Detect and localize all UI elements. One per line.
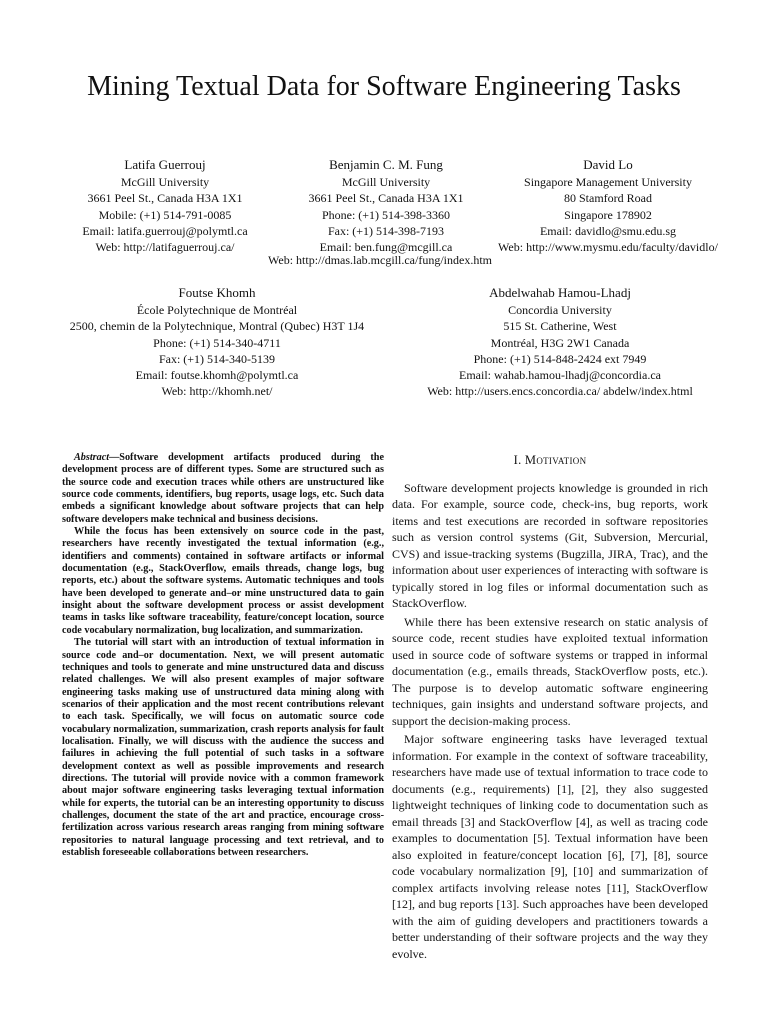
author-affiliation: McGill University <box>341 175 431 190</box>
author-affiliation: Concordia University <box>508 303 612 318</box>
author-block-1 <box>40 157 290 255</box>
body-column <box>392 452 708 964</box>
abstract-paragraph <box>62 452 384 526</box>
author-name: Abdelwahab Hamou-Lhadj <box>489 285 631 300</box>
author-block-4 <box>22 285 412 399</box>
body-paragraph: Software development projects knowledge is grounded in rich data. For example, source code, check-ins, bug reports, work items and test executions are recorded in software repositories such as version control systems (Git, Subversion, Mercurial, CVS) and issue-tracking systems (Bugzilla, JIRA, Trac), and the information about user experiences of interacting with software is typically stored in log files or informal documentation such as StackOverflow. <box>392 480 708 610</box>
author-email: Email: ben.fung@mcgill.ca <box>319 240 453 255</box>
author-email: Email: foutse.khomh@polymtl.ca <box>135 368 299 383</box>
body-paragraph: While there has been extensive research on static analysis of source code, recent studies have exploited textual information used in source code of software systems or trapped in informal documentation (e.g., emails threads, StackOverflow posts, etc.). The purpose is to develop automatic software engineering techniques, gain insights and understand software projects, and support the decision-making process. <box>392 614 708 728</box>
author-affiliation: École Polytechnique de Montréal <box>136 303 298 318</box>
author-affiliation: McGill University <box>120 175 210 190</box>
author-fax: Fax: (+1) 514-398-7193 <box>327 223 445 238</box>
author-address: 80 Stamford Road <box>564 191 652 206</box>
author-web: Web: http://www.mysmu.edu/faculty/davidlo/ <box>498 240 718 255</box>
author-name: Foutse Khomh <box>178 285 256 300</box>
author-address: 2500, chemin de la Polytechnique, Montral (Qubec) H3T 1J4 <box>69 319 365 334</box>
body-paragraph: Major software engineering tasks have leveraged textual information. For example in the context of software traceability, researchers have made use of textual information to trace code to documents (e.g., requirements) [1], [2], they also suggested lightweight techniques of linking code to documentation such as email threads [3] and StackOverflow [4], as well as tracing code examples to documentation [5]. Textual information have been also exploited in feature/concept location [6], [7], [8], source code vocabulary normalization [9], [10] and summarization of complex artifacts involving release notes [11], StackOverflow [12], and bug reports [13]. Such approaches have been developed with the aim of guiding developers and practitioners towards a better understanding of their software projects and the way they evolve. <box>392 732 708 961</box>
author-city: Singapore 178902 <box>564 207 652 222</box>
author-address: 3661 Peel St., Canada H3A 1X1 <box>308 191 464 206</box>
author-name: David Lo <box>583 157 633 172</box>
author-block-3 <box>468 157 748 255</box>
author-address: 515 St. Catherine, West <box>503 319 617 334</box>
author-fax: Fax: (+1) 514-340-5139 <box>158 351 276 366</box>
author-phone: Phone: (+1) 514-340-4711 <box>153 335 281 350</box>
author-phone: Phone: (+1) 514-398-3360 <box>321 207 451 222</box>
abstract-paragraph: While the focus has been extensively on source code in the past, researchers have recently investigated the textual information (e.g., identifiers and comments) contained in software artifacts or informal documentation (e.g., StackOverflow, emails threads, change logs, bug reports, etc.) about the software systems. Automatic techniques and tools have been developed to generate and–or mine unstructured data to gain insight about the software development process or assist development teams in tasks like software traceability, feature/concept location, source code vocabulary normalization, bug localization, and summarization. <box>62 526 384 636</box>
abstract <box>62 452 384 859</box>
author-email: Email: wahab.hamou-lhadj@concordia.ca <box>459 368 661 383</box>
abstract-text: —Software development artifacts produced during the development process are of different types. Some are structured such as the source code and execution traces while others are unstructured like source code comments, identifiers, bug reports, usage logs, etc. Such data embeds a significant knowledge about software projects that can help software developers make technical and business decisions. <box>62 452 384 525</box>
author-web: Web: http://khomh.net/ <box>161 384 273 399</box>
author-block-5 <box>395 285 725 399</box>
author-web: Web: http://users.encs.concordia.ca/ abdelw/index.html <box>427 384 693 399</box>
author-address: 3661 Peel St., Canada H3A 1X1 <box>87 191 243 206</box>
author-web: Web: http://latifaguerrouj.ca/ <box>95 240 235 255</box>
author-name: Benjamin C. M. Fung <box>329 157 443 172</box>
author-phone: Mobile: (+1) 514-791-0085 <box>98 207 232 222</box>
abstract-paragraph: The tutorial will start with an introduction of textual information in source code and–or documentation. Next, we will present automatic techniques and tools to generate and mine unstructured data and discuss related challenges. We will also present examples of major software engineering tasks making use of unstructured data mining along with scenarios of their application and the most recent contributions relevant to each task. Specifically, we will focus on automatic source code vocabulary normalization, summarization, crash reports analysis for fault localisation. Finally, we will discuss with the audience the success and failures in achieving the full potential of such tasks in a software development context as well as possible improvements and research directions. The tutorial will provide novice with a common framework about major software engineering tasks leveraging textual information while for experts, the tutorial can be an interesting opportunity to discuss challenges, document the state of the art and practice, encourage cross-fertilization across various research areas ranging from mining software repositories to natural language processing and text retrieval, and to establish foreseeable collaborations between researchers. <box>62 637 384 858</box>
author-city: Montréal, H3G 2W1 Canada <box>490 335 630 350</box>
author-affiliation: Singapore Management University <box>524 175 692 190</box>
paper-title: Mining Textual Data for Software Engineering Tasks <box>87 71 681 102</box>
author-name: Latifa Guerrouj <box>124 157 206 172</box>
section-heading: I. Motivation <box>513 453 587 467</box>
author-email: Email: latifa.guerrouj@polymtl.ca <box>82 223 248 238</box>
abstract-heading: Abstract <box>74 452 110 463</box>
author-email: Email: davidlo@smu.edu.sg <box>539 223 677 238</box>
author-web: Web: http://dmas.lab.mcgill.ca/fung/index.htm <box>268 253 492 267</box>
author-phone: Phone: (+1) 514-848-2424 ext 7949 <box>473 351 647 366</box>
